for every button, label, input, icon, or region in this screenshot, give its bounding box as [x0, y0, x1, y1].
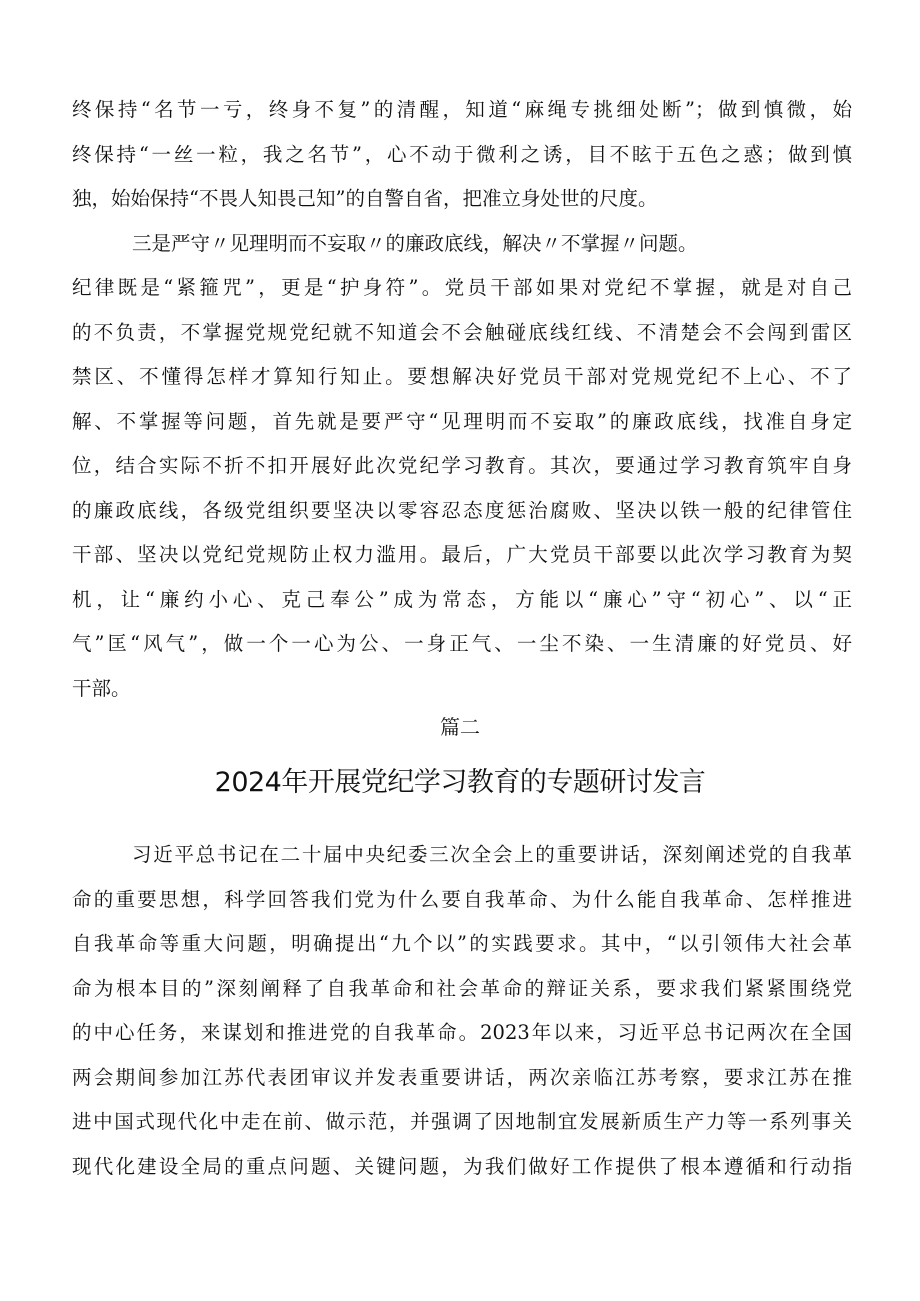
paragraph-line: 自我革命等重大问题，明确提出“九个以”的实践要求。其中，“以引领伟大社会革 [72, 932, 852, 955]
paragraph-line: 干部。 [72, 677, 131, 700]
paragraph-line: 终保持“一丝一粒，我之名节”，心不动于微利之诱，目不眩于五色之惑；做到慎 [72, 143, 852, 166]
paragraph-line: 两会期间参加江苏代表团审议并发表重要讲话，两次亲临江苏考察，要求江苏在推 [72, 1066, 852, 1089]
paragraph-line: 气”匡“风气”，做一个一心为公、一身正气、一尘不染、一生清廉的好党员、好 [72, 632, 852, 655]
paragraph-line: 的中心任务，来谋划和推进党的自我革命。2023年以来，习近平总书记两次在全国 [72, 1021, 852, 1044]
paragraph-line: 进中国式现代化中走在前、做示范，并强调了因地制宜发展新质生产力等一系列事关 [72, 1110, 852, 1133]
paragraph-line: 干部、坚决以党纪党规防止权力滥用。最后，广大党员干部要以此次学习教育为契 [72, 543, 852, 566]
document-title: 2024年开展党纪学习教育的专题研讨发言 [214, 767, 706, 798]
paragraph-line: 命的重要思想，科学回答我们党为什么要自我革命、为什么能自我革命、怎样推进 [72, 888, 852, 911]
paragraph-line: 纪律既是“紧箍咒”，更是“护身符”。党员干部如果对党纪不掌握，就是对自己 [72, 276, 852, 299]
paragraph-line: 终保持“名节一亏，终身不复”的清醒，知道“麻绳专挑细处断”；做到慎微，始 [72, 98, 852, 121]
paragraph-line: 的不负责，不掌握党规党纪就不知道会不会触碰底线红线、不清楚会不会闯到雷区 [72, 321, 852, 344]
paragraph-line: 位，结合实际不折不扣开展好此次党纪学习教育。其次，要通过学习教育筑牢自身 [72, 454, 852, 477]
paragraph-line: 现代化建设全局的重点问题、关键问题，为我们做好工作提供了根本遵循和行动指 [72, 1155, 852, 1178]
paragraph-line: 独，始始保持“不畏人知畏己知”的自警自省，把准立身处世的尺度。 [72, 187, 658, 210]
paragraph-line: 命为根本目的”深刻阐释了自我革命和社会革命的辩证关系，要求我们紧紧围绕党 [72, 977, 852, 1000]
paragraph-line: 机，让“廉约小心、克己奉公”成为常态，方能以“廉心”守“初心”、以“正 [72, 588, 852, 611]
paragraph-line: 解、不掌握等问题，首先就是要严守“见理明而不妄取”的廉政底线，找准自身定 [72, 410, 852, 433]
paragraph-line: 的廉政底线，各级党组织要坚决以零容忍态度惩治腐败、坚决以铁一般的纪律管住 [72, 499, 852, 522]
paragraph-line: 禁区、不懂得怎样才算知行知止。要想解决好党员干部对党规党纪不上心、不了 [72, 365, 852, 388]
paragraph-heading-line: 三是严守〃见理明而不妄取〃的廉政底线，解决〃不掌握〃问题。 [132, 232, 698, 255]
section-label: 篇二 [440, 715, 480, 739]
paragraph-line: 习近平总书记在二十届中央纪委三次全会上的重要讲话，深刻阐述党的自我革 [132, 843, 852, 866]
